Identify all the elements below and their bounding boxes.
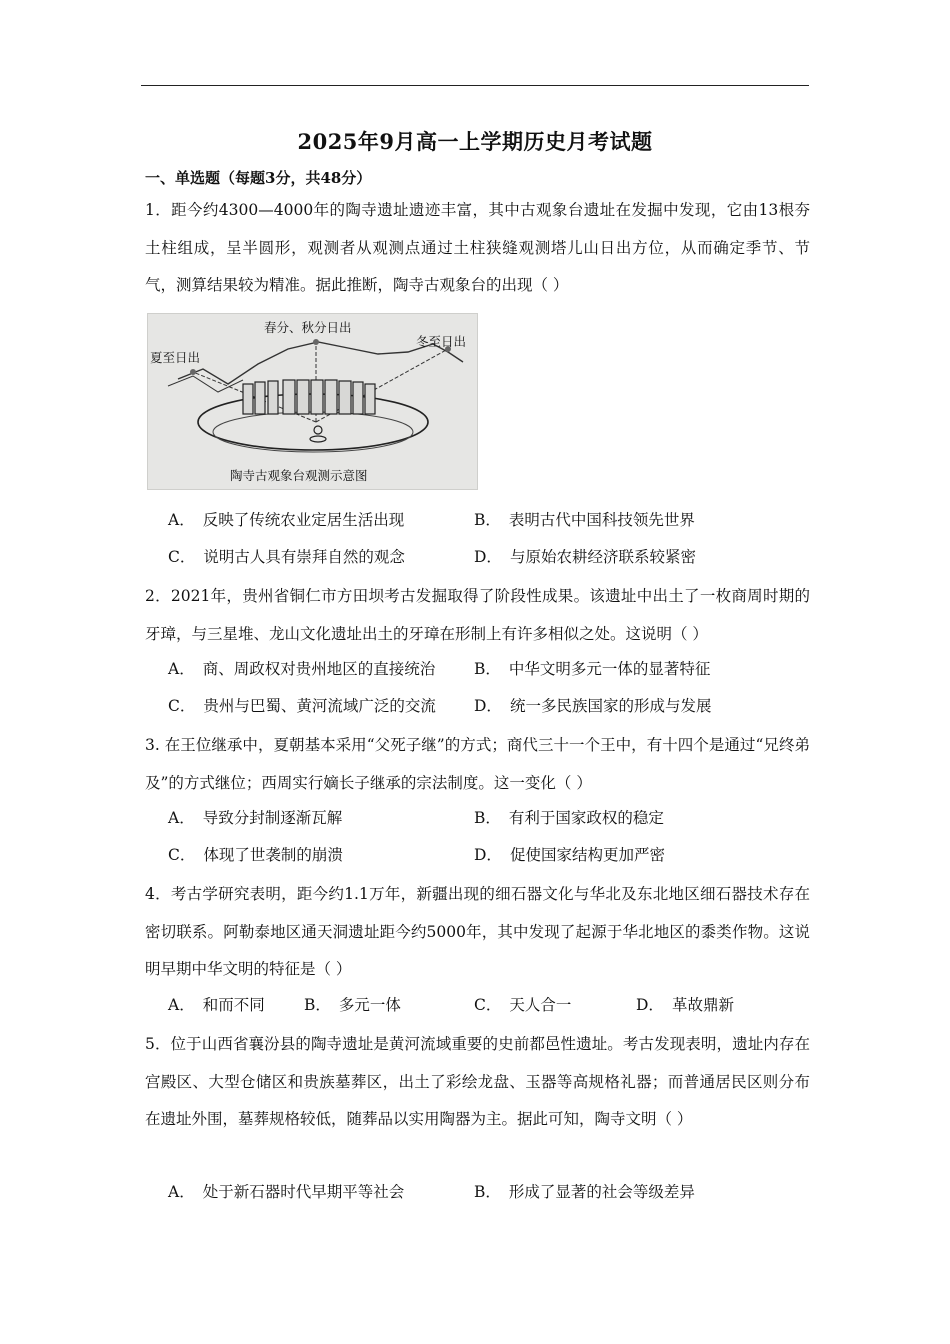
q5-option-a[interactable]: A． 处于新石器时代早期平等社会	[168, 1183, 405, 1201]
q3-option-a[interactable]: A． 导致分封制逐渐瓦解	[168, 809, 343, 827]
question-5-stem: 5．位于山西省襄汾县的陶寺遗址是黄河流域重要的史前都邑性遗址。考古发现表明，遗址内存在宫殿区、大型仓储区和贵族墓葬区，出土了彩绘龙盘、玉器等高规格礼器；而普通居民区则分布在遗址外围，墓葬规格较低，随葬品以实用陶器为主。据此可知，陶寺文明（ ）	[145, 1035, 810, 1128]
q1-option-b[interactable]: B． 表明古代中国科技领先世界	[474, 511, 695, 529]
section-heading: 一、单选题（每题3分，共48分）	[145, 169, 372, 187]
q1-option-a[interactable]: A． 反映了传统农业定居生活出现	[168, 511, 405, 529]
q3-option-b[interactable]: B． 有利于国家政权的稳定	[474, 809, 664, 827]
q2-option-c[interactable]: C． 贵州与巴蜀、黄河流域广泛的交流	[168, 697, 436, 715]
question-1-stem: 1．距今约4300—4000年的陶寺遗址遗迹丰富，其中古观象台遗址在发掘中发现，它由13根夯土柱组成，呈半圆形，观测者从观测点通过土柱狭缝观测塔儿山日出方位，从而确定季节、节气，测算结果较为精准。据此推断，陶寺古观象台的出现（ ）	[145, 201, 810, 294]
q4-option-b[interactable]: B． 多元一体	[304, 996, 401, 1014]
label-winter-solstice: 冬至日出	[416, 334, 467, 349]
q1-option-c[interactable]: C． 说明古人具有崇拜自然的观念	[168, 548, 405, 566]
q2-option-a[interactable]: A． 商、周政权对贵州地区的直接统治	[168, 660, 436, 678]
question-3-stem: 3. 在王位继承中，夏朝基本采用“父死子继”的方式；商代三十一个王中，有十四个是通过“兄终弟及”的方式继位；西周实行嫡长子继承的宗法制度。这一变化（ ）	[145, 736, 810, 792]
header-rule	[141, 85, 809, 86]
figure-caption: 陶寺古观象台观测示意图	[230, 468, 368, 483]
observatory-figure	[147, 313, 478, 490]
q5-option-b[interactable]: B． 形成了显著的社会等级差异	[474, 1183, 695, 1201]
q2-option-d[interactable]: D． 统一多民族国家的形成与发展	[474, 697, 712, 715]
label-summer-solstice: 夏至日出	[150, 350, 201, 365]
q2-option-b[interactable]: B． 中华文明多元一体的显著特征	[474, 660, 711, 678]
q3-option-d[interactable]: D． 促使国家结构更加严密	[474, 846, 665, 864]
q4-option-a[interactable]: A． 和而不同	[168, 996, 265, 1014]
question-4-stem: 4．考古学研究表明，距今约1.1万年，新疆出现的细石器文化与华北及东北地区细石器技术存在密切联系。阿勒泰地区通天洞遗址距今约5000年，其中发现了起源于华北地区的黍类作物。这说明早期中华文明的特征是（ ）	[145, 885, 810, 978]
q3-option-c[interactable]: C． 体现了世袭制的崩溃	[168, 846, 343, 864]
q1-option-d[interactable]: D． 与原始农耕经济联系较紧密	[474, 548, 696, 566]
q4-option-d[interactable]: D． 革故鼎新	[636, 996, 734, 1014]
question-2-stem: 2．2021年，贵州省铜仁市方田坝考古发掘取得了阶段性成果。该遗址中出土了一枚商周时期的牙璋，与三星堆、龙山文化遗址出土的牙璋在形制上有许多相似之处。这说明（ ）	[145, 587, 810, 643]
page-title: 2025年9月高一上学期历史月考试题	[297, 129, 653, 154]
q4-option-c[interactable]: C． 天人合一	[474, 996, 572, 1014]
label-equinox-sunrise: 春分、秋分日出	[264, 320, 352, 335]
